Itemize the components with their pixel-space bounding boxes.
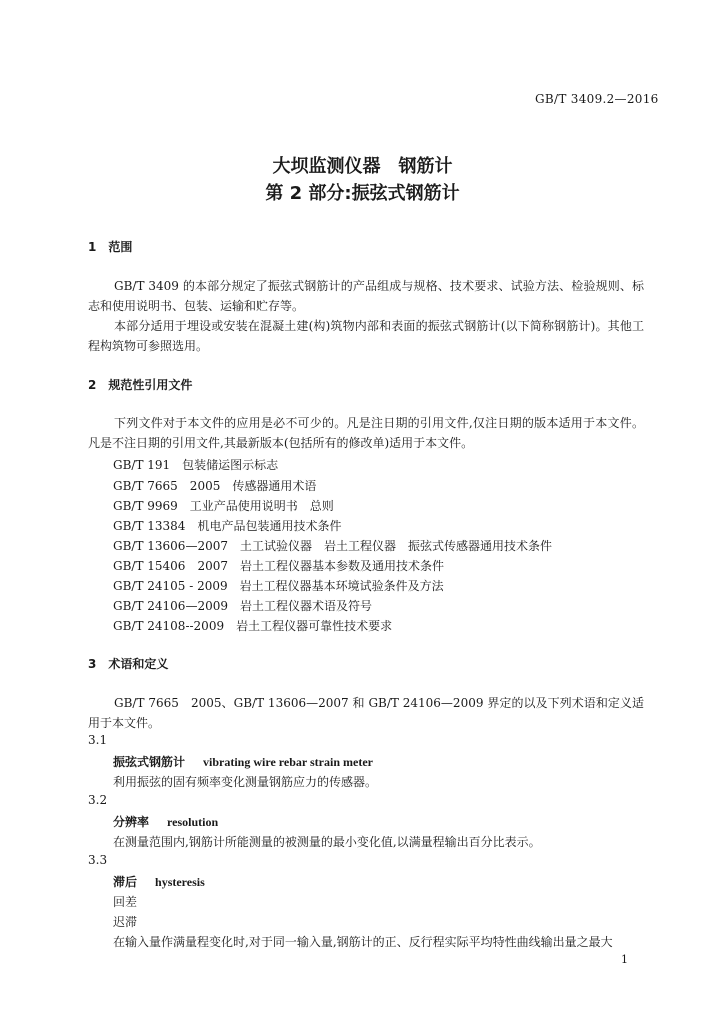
references-intro: 下列文件对于本文件的应用是必不可少的。凡是注日期的引用文件,仅注日期的版本适用于本文件。凡是不注日期的引用文件,其最新版本(包括所有的修改单)适用于本文件。: [88, 416, 644, 450]
reference-item: GB/T 24105 - 2009 岩土工程仪器基本环境试验条件及方法: [113, 579, 444, 593]
term-english: resolution: [167, 815, 219, 829]
term-synonym: 回差: [113, 895, 138, 909]
standard-code: GB/T 3409.2—2016: [535, 92, 659, 106]
term-number: 3.2: [88, 793, 108, 807]
reference-item: GB/T 9969 工业产品使用说明书 总则: [113, 499, 334, 513]
term-number: 3.3: [88, 853, 108, 867]
document-subtitle: 第 2 部分:振弦式钢筋计: [265, 183, 460, 204]
document-title: 大坝监测仪器 钢筋计: [272, 156, 453, 177]
term-heading: [113, 873, 205, 890]
term-english: vibrating wire rebar strain meter: [203, 755, 373, 769]
reference-item: GB/T 13606—2007 土工试验仪器 岩土工程仪器 振弦式传感器通用技术条件: [113, 539, 552, 553]
term-english: hysteresis: [155, 875, 205, 889]
term-definition: 在测量范围内,钢筋计所能测量的被测量的最小变化值,以满量程输出百分比表示。: [113, 835, 541, 849]
reference-item: GB/T 7665 2005 传感器通用术语: [113, 479, 317, 493]
page-number: 1: [621, 953, 628, 966]
term-chinese: 分辨率: [113, 815, 150, 829]
section-heading-scope: 1 范围: [88, 240, 133, 254]
terms-intro: GB/T 7665 2005、GB/T 13606—2007 和 GB/T 24106—2009 界定的以及下列术语和定义适用于本文件。: [88, 696, 644, 730]
scope-paragraph-2: 本部分适用于埋设或安装在混凝土建(构)筑物内部和表面的振弦式钢筋计(以下简称钢筋计)。其他工程构筑物可参照选用。: [88, 319, 644, 353]
term-heading: [113, 753, 373, 770]
reference-item: GB/T 13384 机电产品包装通用技术条件: [113, 519, 342, 533]
term-definition: 在输入量作满量程变化时,对于同一输入量,钢筋计的正、反行程实际平均特性曲线输出量之最大: [113, 935, 613, 949]
term-number: 3.1: [88, 733, 108, 747]
term-chinese: 滞后: [113, 875, 138, 889]
reference-item: GB/T 24106—2009 岩土工程仪器术语及符号: [113, 599, 372, 613]
reference-item: GB/T 15406 2007 岩土工程仪器基本参数及通用技术条件: [113, 559, 444, 573]
term-definition: 利用振弦的固有频率变化测量钢筋应力的传感器。: [113, 775, 378, 789]
reference-item: GB/T 191 包装储运图示标志: [113, 458, 279, 472]
term-synonym: 迟滞: [113, 915, 138, 929]
term-heading: [113, 813, 218, 830]
section-heading-normative-references: 2 规范性引用文件: [88, 378, 193, 392]
term-chinese: 振弦式钢筋计: [113, 755, 186, 769]
reference-item: GB/T 24108--2009 岩土工程仪器可靠性技术要求: [113, 619, 393, 633]
section-heading-terms: 3 术语和定义: [88, 657, 169, 671]
scope-paragraph-1: GB/T 3409 的本部分规定了振弦式钢筋计的产品组成与规格、技术要求、试验方法、检验规则、标志和使用说明书、包装、运输和贮存等。: [88, 279, 644, 313]
